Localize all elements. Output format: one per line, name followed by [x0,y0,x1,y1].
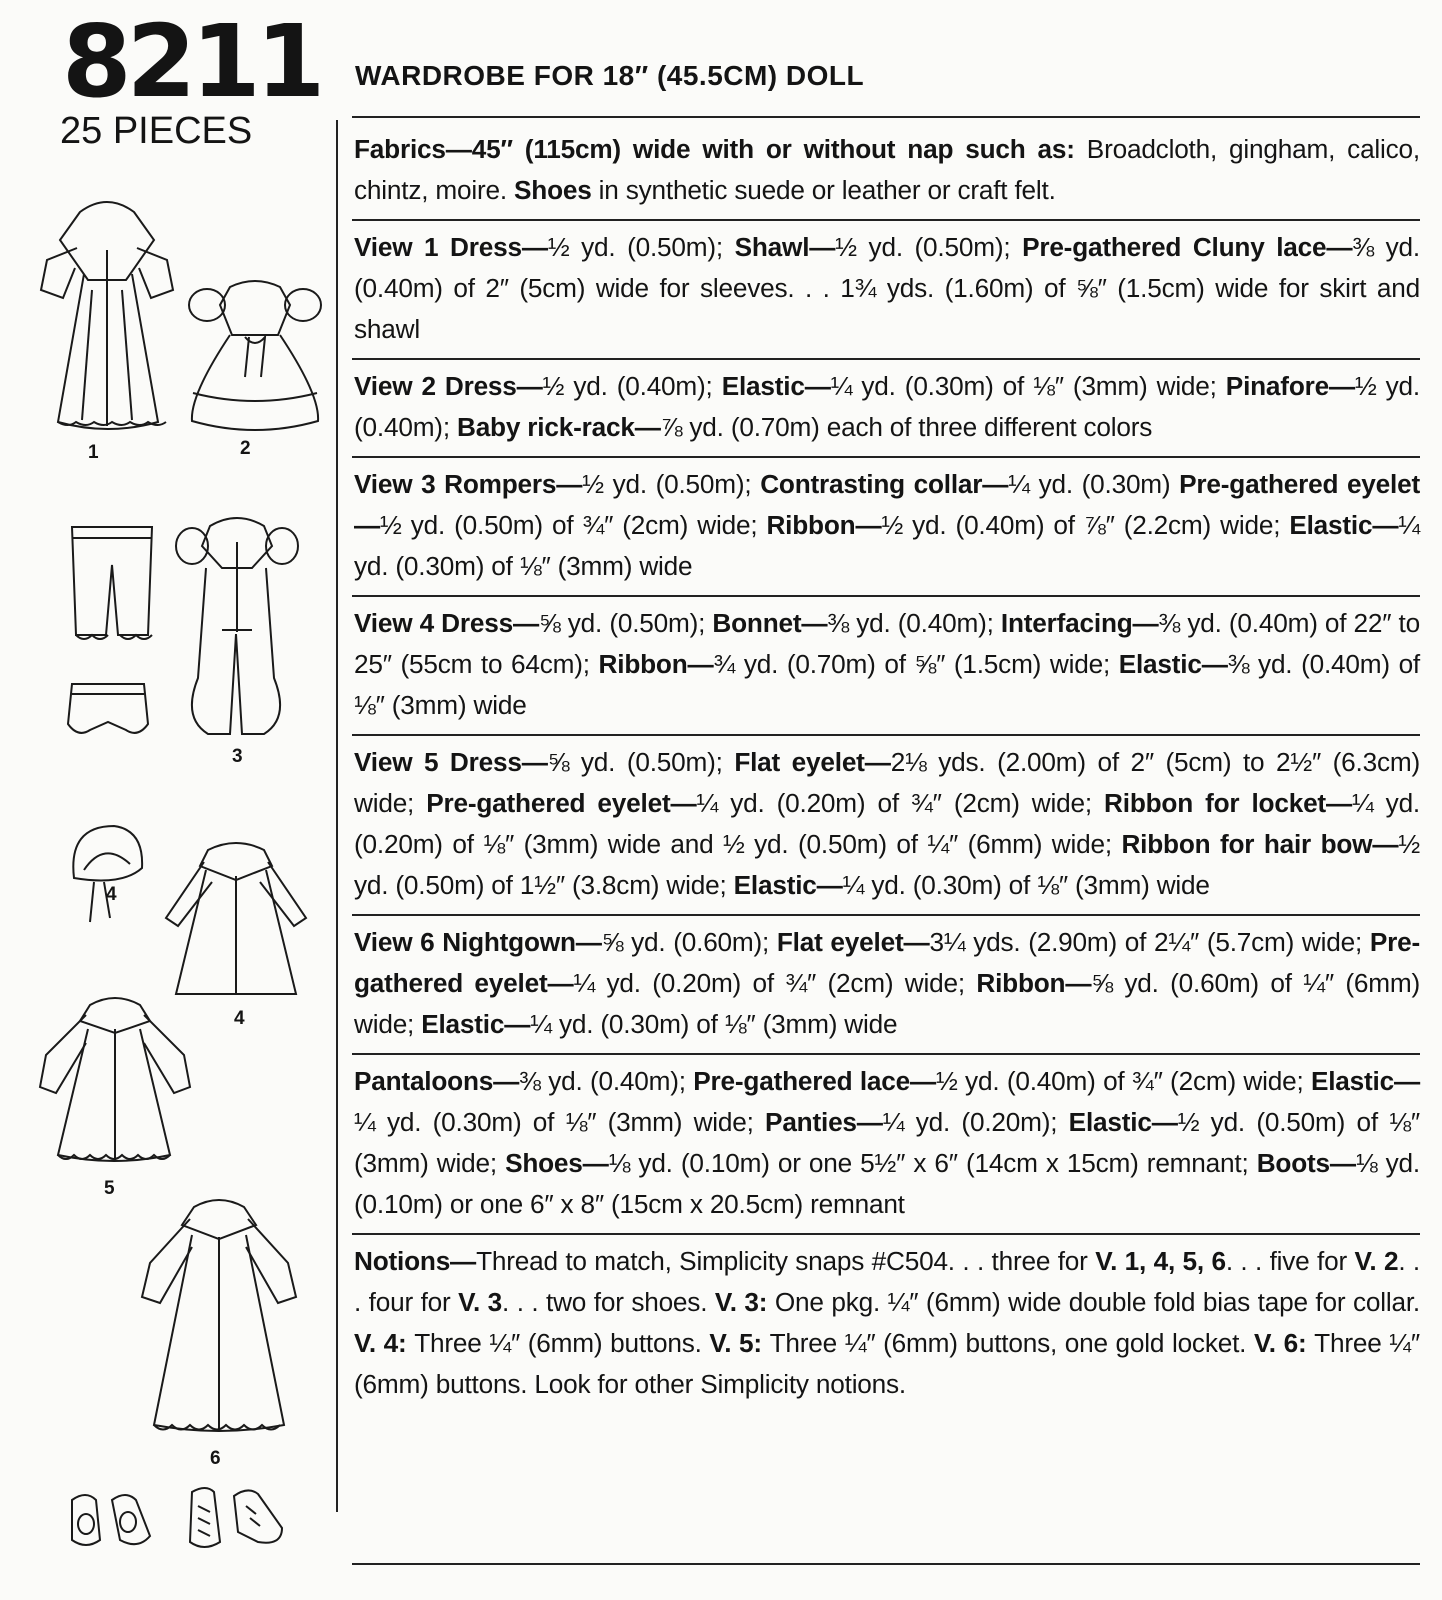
spec-text: ¼ yd. (0.30m) [1008,469,1180,499]
spec-text: Three ¼″ (6mm) buttons, one gold locket. [769,1328,1254,1358]
view-label: 1 [88,442,99,463]
spec-text: Three ¼″ (6mm) buttons. Look for other Simplicity notions. [354,1328,1420,1399]
pattern-number: 8211 [62,3,321,120]
spec-text: ⅜ yd. (0.40m); [519,1066,694,1096]
bold-label: Baby rick-rack— [456,412,661,442]
spec-text: ⅝ yd. (0.50m); [538,608,713,638]
bold-label: Ribbon— [766,510,882,540]
section-pantaloons [352,1055,1420,1235]
spec-text: Three ¼″ (6mm) buttons. [414,1328,710,1358]
bold-label: View 3 Rompers— [354,469,583,499]
view-6-nightgown-illustration [134,1195,304,1440]
spec-text: ½ yd. (0.40m); [354,371,1420,442]
spec-text: ½ yd. (0.50m); [582,469,761,499]
spec-text: ⅝ yd. (0.60m); [601,927,777,957]
bold-label: Fabrics—45″ (115cm) wide with or without nap such as: [354,134,1087,164]
bold-label: Elastic— [421,1009,531,1039]
bold-label: View 6 Nightgown— [354,927,602,957]
spec-text: ⅞ yd. (0.70m) each of three different colors [660,412,1153,442]
spec-text: ½ yd. (0.40m); [542,371,722,401]
spec-text: ⅛ yd. (0.10m) or one 6″ x 8″ (15cm x 20.5cm) remnant [354,1148,1420,1219]
view-label: 5 [104,1178,115,1199]
bold-label: V. 3: [714,1287,775,1317]
spec-text: One pkg. ¼″ (6mm) wide double fold bias tape for collar. [774,1287,1420,1317]
bold-label: Elastic— [1068,1107,1178,1137]
bold-label: Shawl— [734,232,836,262]
bold-label: Elastic— [1118,649,1228,679]
bold-label: Pre-gathered lace— [693,1066,936,1096]
spec-text: ½ yd. (0.50m) of ⅛″ (3mm) wide; [354,1107,1420,1178]
bold-label: Ribbon for locket— [1104,788,1352,818]
spec-text: 3¼ yds. (2.90m) of 2¼″ (5.7cm) wide; [929,927,1370,957]
view-3-rompers-illustration [172,512,302,747]
bold-label: Pantaloons— [354,1066,520,1096]
section-view-3 [352,458,1420,597]
spec-text: ¼ yd. (0.30m) of ⅛″ (3mm) wide; [354,1107,766,1137]
bold-label: Interfacing— [1000,608,1159,638]
bold-label: View 1 Dress— [354,232,548,262]
spec-text: Thread to match, Simplicity snaps #C504. . . three for [476,1246,1096,1276]
spec-text: ¼ yd. (0.30m) of ⅛″ (3mm) wide [842,870,1210,900]
spec-text: ½ yd. (0.50m) of ¾″ (2cm) wide; [380,510,767,540]
bold-label: V. 3 [458,1287,503,1317]
section-view-4 [352,597,1420,736]
bold-label: View 2 Dress— [354,371,543,401]
view-1-dress-illustration [22,190,192,440]
view-label: 6 [210,1448,221,1469]
view-2-dress-illustration [185,275,325,435]
bold-label: V. 2 [1354,1246,1399,1276]
bold-label: Shoes [514,175,599,205]
bold-label: Elastic— [721,371,831,401]
bold-label: Pre-gathered eyelet— [426,788,697,818]
spec-text: ⅛ yd. (0.10m) or one 5½″ x 6″ (14cm x 15cm) remnant; [608,1148,1257,1178]
bold-label: V. 1, 4, 5, 6 [1095,1246,1226,1276]
spec-text: Broadcloth, gingham, calico, chintz, moire. [354,134,1420,205]
bold-label: Flat eyelet— [734,747,891,777]
spec-text: ⅜ yd. (0.40m) of ⅛″ (3mm) wide [354,649,1421,720]
view-label: 3 [232,746,243,767]
bold-label: Elastic— [1289,510,1399,540]
spec-text: . . . two for shoes. [502,1287,715,1317]
bold-label: View 5 Dress— [354,747,548,777]
bold-label: Notions— [354,1246,477,1276]
bold-label: Elastic— [1310,1066,1420,1096]
bold-label: View 4 Dress— [354,608,539,638]
bold-label: Ribbon— [598,649,714,679]
spec-text: . . . four for [354,1246,1420,1317]
bold-label: Bonnet— [712,608,828,638]
pattern-title: WARDROBE FOR 18″ (45.5CM) DOLL [355,60,865,91]
section-view-5 [352,736,1420,916]
bold-label: Shoes— [505,1148,609,1178]
spec-text: ½ yd. (0.40m) of ¾″ (2cm) wide; [936,1066,1311,1096]
spec-text: ⅝ yd. (0.50m); [547,747,735,777]
pantaloons-illustration [64,522,159,652]
bold-label: Pinafore— [1225,371,1355,401]
spec-text: in synthetic suede or leather or craft felt. [598,175,1056,205]
spec-text: ¼ yd. (0.30m) of ⅛″ (3mm) wide [354,510,1421,581]
bold-label: V. 5: [709,1328,770,1358]
bold-label: V. 6: [1253,1328,1315,1358]
bold-label: Contrasting collar— [760,469,1009,499]
spec-text: ½ yd. (0.50m); [547,232,735,262]
spec-text: ¼ yd. (0.20m) of ¾″ (2cm) wide; [573,968,977,998]
bold-label: Ribbon for hair bow— [1121,829,1399,859]
top-rule [352,116,1420,118]
bold-label: Panties— [765,1107,883,1137]
spec-text: . . . five for [1225,1246,1355,1276]
spec-text: ¾ yd. (0.70m) of ⅝″ (1.5cm) wide; [713,649,1119,679]
boots-illustration [182,1482,292,1552]
spec-text: ⅜ yd. (0.40m); [827,608,1001,638]
section-view-2 [352,360,1420,458]
section-view-1 [352,221,1420,360]
bold-label: Pre-gathered eyelet— [354,469,1421,540]
view-4-dress-illustration [158,840,313,1000]
spec-text: ½ yd. (0.40m) of ⅞″ (2.2cm) wide; [881,510,1290,540]
bold-label: Pre-gathered eyelet— [354,927,1420,998]
spec-text: ⅜ yd. (0.40m) of 2″ (5cm) wide for sleeves. . . 1¾ yds. (1.60m) of ⅝″ (1.5cm) wide for skirt and shawl [354,232,1420,344]
spec-text: ½ yd. (0.50m); [835,232,1023,262]
section-view-6 [352,916,1420,1055]
bold-label: V. 4: [354,1328,415,1358]
spec-text: ¼ yd. (0.20m); [882,1107,1069,1137]
bold-label: Flat eyelet— [776,927,930,957]
view-5-dress-illustration [32,995,197,1170]
view-4-bonnet-illustration [64,818,146,928]
bottom-rule [352,1563,1420,1565]
spec-text: ¼ yd. (0.30m) of ⅛″ (3mm) wide; [830,371,1226,401]
panties-illustration [66,678,150,748]
bold-label: Boots— [1256,1148,1356,1178]
view-label: 2 [240,438,251,459]
spec-text: ¼ yd. (0.20m) of ¾″ (2cm) wide; [696,788,1105,818]
spec-text: ¼ yd. (0.30m) of ⅛″ (3mm) wide [530,1009,898,1039]
view-label: 4 [234,1008,245,1029]
spec-text: ⅜ yd. (0.40m) of 22″ to 25″ (55cm to 64cm); [354,608,1420,679]
bold-label: Pre-gathered Cluny lace— [1022,232,1353,262]
column-divider [336,120,338,1512]
requirements-list [352,123,1420,1413]
spec-text: ¼ yd. (0.20m) of ⅛″ (3mm) wide and ½ yd. (0.50m) of ¼″ (6mm) wide; [354,788,1421,859]
spec-text: 2⅛ yds. (2.00m) of 2″ (5cm) to 2½″ (6.3cm) wide; [354,747,1420,818]
section-notions [352,1235,1420,1413]
bold-label: Elastic— [733,870,843,900]
view-label: 4 [106,884,117,905]
section-fabrics [352,123,1420,221]
spec-text: ½ yd. (0.50m) of 1½″ (3.8cm) wide; [354,829,1420,900]
bold-label: Ribbon— [976,968,1092,998]
shoes-illustration [64,1490,164,1550]
pieces-count: 25 PIECES [60,110,253,152]
spec-text: ⅝ yd. (0.60m) of ¼″ (6mm) wide; [354,968,1420,1039]
